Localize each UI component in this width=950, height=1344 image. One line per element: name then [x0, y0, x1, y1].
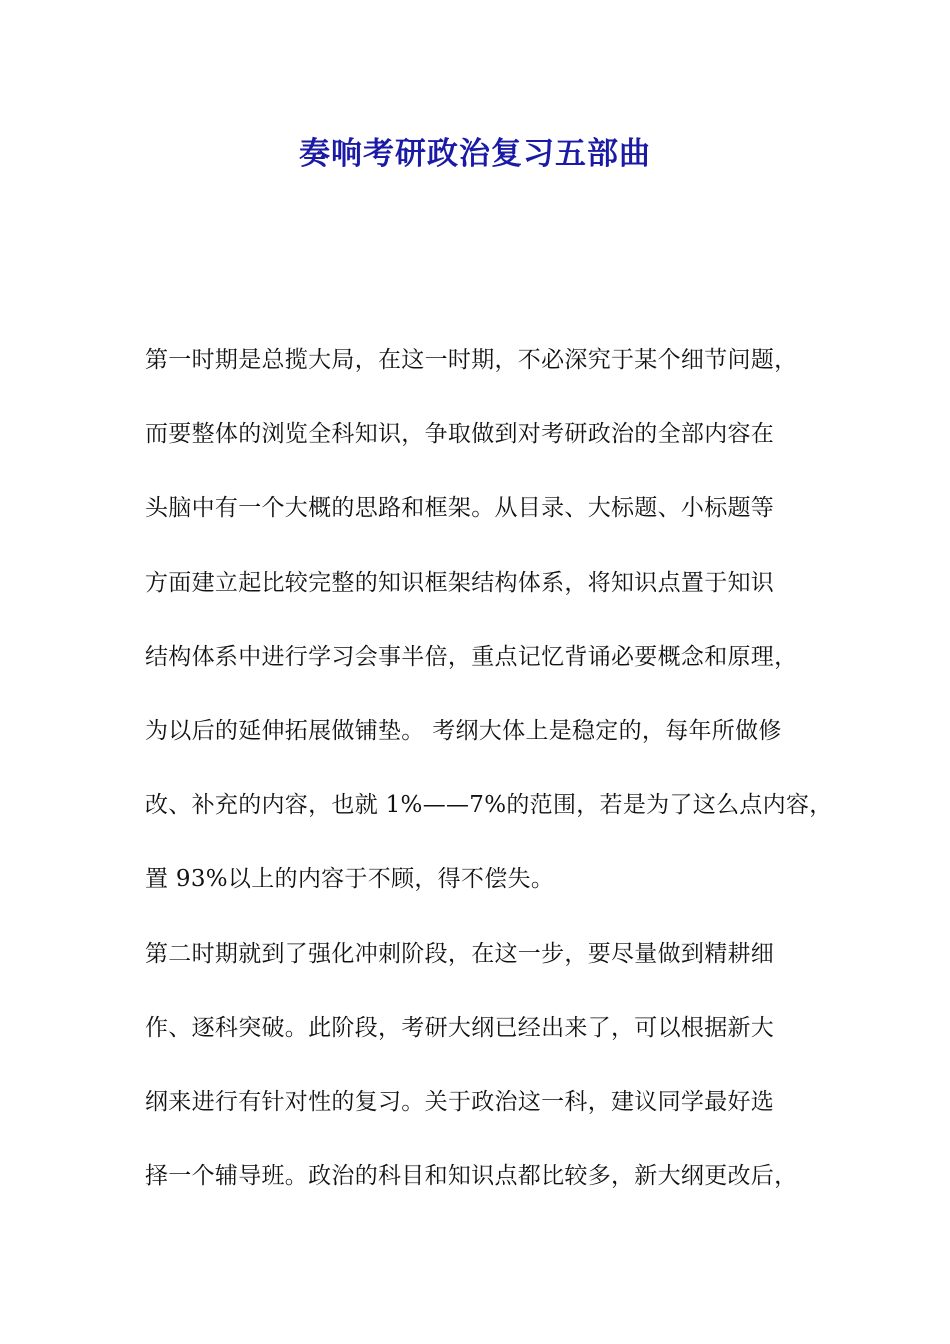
- document-title: 奏响考研政治复习五部曲: [299, 136, 651, 172]
- text-line: 改、补充的内容，也就 1%——7%的范围，若是为了这么点内容，: [145, 792, 833, 819]
- text-line: 结构体系中进行学习会事半倍，重点记忆背诵必要概念和原理，: [145, 643, 798, 670]
- text-line: 置 93%以上的内容于不顾，得不偿失。: [145, 866, 555, 893]
- text-line: 第二时期就到了强化冲刺阶段，在这一步，要尽量做到精耕细: [145, 940, 775, 967]
- text-line: 头脑中有一个大概的思路和框架。从目录、大标题、小标题等: [145, 495, 775, 522]
- text-line: 为以后的延伸拓展做铺垫。 考纲大体上是稳定的，每年所做修: [145, 717, 782, 744]
- text-line: 第一时期是总揽大局，在这一时期，不必深究于某个细节问题，: [145, 347, 798, 373]
- text-line: 而要整体的浏览全科知识，争取做到对考研政治的全部内容在: [145, 421, 775, 448]
- text-line: 纲来进行有针对性的复习。关于政治这一科，建议同学最好选: [145, 1088, 775, 1115]
- document-body: [145, 340, 835, 1230]
- text-line: 择一个辅导班。政治的科目和知识点都比较多，新大纲更改后，: [145, 1163, 798, 1190]
- text-line: 作、逐科突破。此阶段，考研大纲已经出来了，可以根据新大: [145, 1014, 775, 1041]
- text-line: 方面建立起比较完整的知识框架结构体系，将知识点置于知识: [145, 569, 775, 596]
